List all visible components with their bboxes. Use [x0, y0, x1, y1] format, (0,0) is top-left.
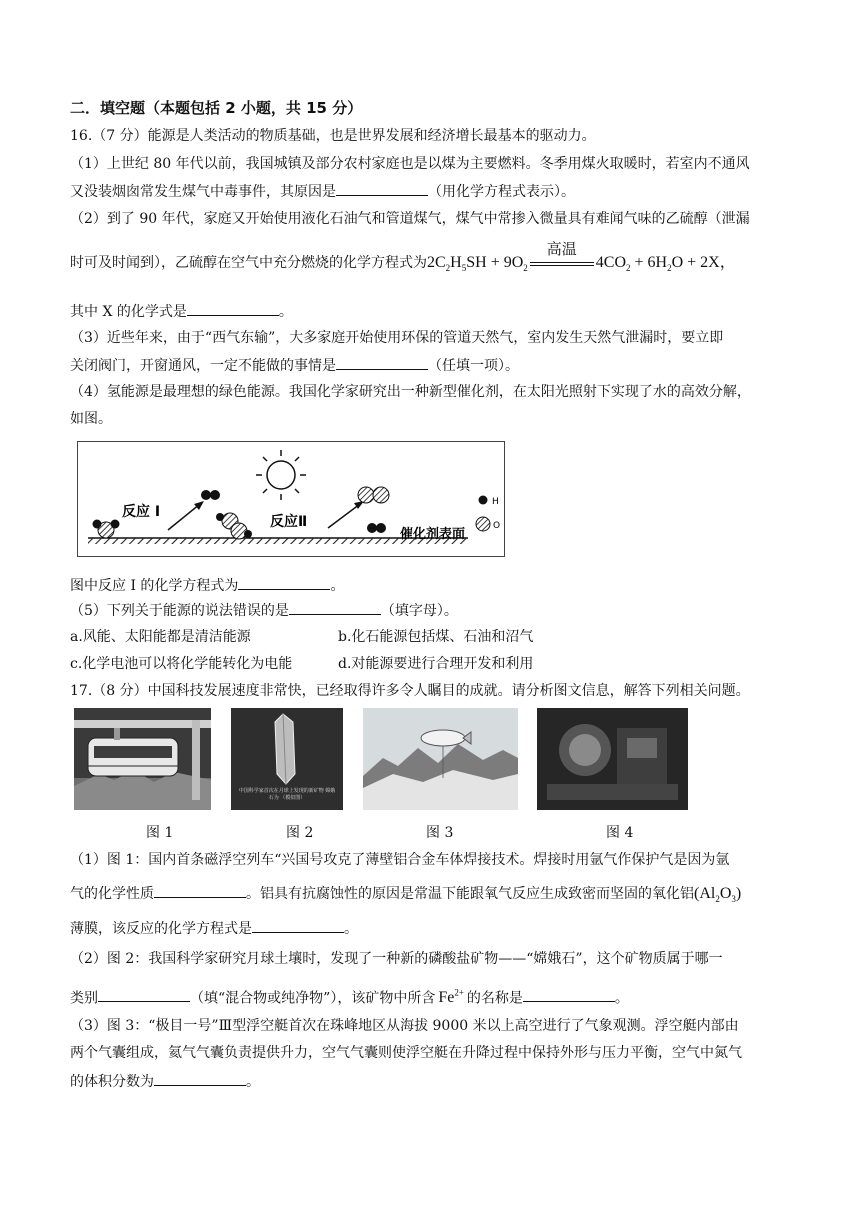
q17-p2-line1: （2）图 2：我国科学家研究月球土壤时，发现了一种新的磷酸盐矿物——“嫦娥石”，这个矿物质属于哪一 — [70, 951, 723, 967]
q16-p4-line1: （4）氢能源是最理想的绿色能源。我国化学家研究出一种新型催化剂，在太阳光照射下实现了水的高效分解， — [70, 384, 751, 400]
option-d: d.对能源要进行合理开发和利用 — [338, 656, 534, 672]
q17-p1-line1: （1）图 1：国内首条磁浮空列车“兴国号攻克了薄壁铝合金车体焊接技术。焊接时用氩气作保护气是因为氩 — [70, 852, 730, 868]
reaction2-label: 反应Ⅱ — [270, 514, 308, 530]
equation-right: $4CO_2 + 6H_2O + 2X$， — [595, 254, 736, 274]
hydrogen-molecule-icon — [201, 490, 220, 500]
sun-icon — [256, 450, 306, 500]
text: 的体积分数为 — [70, 1074, 154, 1090]
legend-o-icon — [476, 517, 490, 531]
arrow-icon — [328, 501, 364, 528]
q16-p3-line1: （3）近些年来，由于“西气东输”，大多家庭开始使用环保的管道天然气，室内发生天然气泄漏时，要立即 — [70, 330, 724, 346]
answer-blank[interactable] — [336, 181, 428, 196]
text: （用化学方程式表示）。 — [428, 184, 575, 200]
text: （填字母）。 — [380, 603, 458, 619]
q17-p2-line2 — [70, 983, 790, 1008]
q16-p1-line1: （1）上世纪 80 年代以前，我国城镇及部分农村家庭也是以煤为主要燃料。冬季用煤火取暖时，若室内不通风 — [70, 156, 750, 172]
text: 薄膜，该反应的化学方程式是 — [70, 921, 252, 937]
catalyst-label: 催化剂表面 — [400, 527, 466, 542]
text: 的名称是 — [466, 990, 523, 1007]
text: 。 — [246, 1074, 260, 1090]
text: 。 — [330, 578, 345, 594]
answer-blank[interactable] — [252, 918, 344, 933]
alumina-formula: $(Al_2O_3)$ — [694, 885, 742, 905]
fig2-caption: 中国科学家首次在月球上发现的新矿物 嫦娥石为 （模拟图） — [238, 788, 336, 801]
fig2-crystal-photo — [231, 708, 343, 810]
answer-blank[interactable] — [154, 883, 246, 898]
oxygen-molecule-icon — [358, 487, 389, 503]
condition-label: 高温 — [546, 240, 577, 258]
answer-blank[interactable] — [289, 600, 381, 615]
q17-p3-line3 — [70, 1071, 790, 1092]
q17-p3-line1: （3）图 3：“极目一号”Ⅲ型浮空艇首次在珠峰地区从海拔 9000 米以上高空进行了气象观测。浮空艇内部由 — [70, 1018, 739, 1034]
legend-o-label: O — [493, 521, 501, 531]
q17-p1-line3 — [70, 918, 790, 939]
hydrogen-molecule-icon — [367, 523, 386, 533]
answer-blank[interactable] — [336, 355, 428, 370]
text: （填“混合物或纯净物”），该矿物中所含 — [190, 990, 436, 1007]
fig1-maglev-photo — [74, 708, 211, 810]
peroxide-molecule-icon — [216, 513, 252, 539]
fig3-svg — [363, 708, 518, 810]
q16-p4-line3 — [70, 575, 790, 596]
fig1-label: 图 1 — [146, 825, 174, 841]
reaction-condition — [530, 240, 594, 273]
answer-blank[interactable] — [154, 1071, 246, 1086]
q17-p1-line2 — [70, 883, 790, 909]
option-b: b.化石能源包括煤、石油和沼气 — [338, 629, 534, 645]
text: 。 — [278, 304, 293, 320]
q16-p1-line2 — [70, 181, 790, 202]
fig4-photo — [537, 708, 688, 810]
text: 又没装烟囱常发生煤气中毒事件，其原因是 — [70, 184, 336, 200]
text: 时可及时闻到），乙硫醇在空气中充分燃烧的化学方程式为 — [70, 255, 427, 271]
q16-p2-line1: （2）到了 90 年代，家庭又开始使用液化石油气和管道煤气，煤气中常掺入微量具有难闻气味的乙硫醇（泄漏 — [70, 211, 750, 227]
section-title: 二．填空题（本题包括 2 小题，共 15 分） — [70, 99, 363, 117]
text: 关闭阀门，开窗通风，一定不能做的事情是 — [70, 358, 336, 374]
q16-p2-line3 — [70, 301, 790, 322]
q16-p5-line1 — [70, 600, 790, 621]
arrow-icon — [168, 501, 204, 530]
text: 类别 — [70, 990, 98, 1007]
fig3-airship-photo — [363, 708, 518, 810]
legend-h-label: H — [492, 497, 499, 507]
q17-p3-line2: 两个气囊组成，氦气气囊负责提供升力，空气气囊则使浮空艇在升降过程中保持外形与压力平衡，空气中氮气 — [70, 1045, 742, 1061]
fig4-svg — [537, 708, 688, 810]
q17-stem: 17.（8 分）中国科技发展速度非常快，已经取得许多令人瞩目的成就。请分析图文信息，解答下列相关问题。 — [70, 683, 750, 699]
text: 。 — [614, 990, 629, 1007]
fig4-label: 图 4 — [606, 825, 634, 841]
answer-blank[interactable] — [523, 987, 615, 1002]
answer-blank[interactable] — [187, 301, 279, 316]
reaction1-label: 反应 I — [122, 504, 161, 520]
fig3-label: 图 3 — [426, 825, 454, 841]
legend-h-icon — [479, 496, 488, 505]
answer-blank[interactable] — [98, 987, 190, 1002]
q16-p4-line2: 如图。 — [70, 411, 112, 427]
text: （任填一项）。 — [428, 358, 519, 374]
q16-stem: 16.（7 分）能源是人类活动的物质基础，也是世界发展和经济增长最基本的驱动力。 — [70, 128, 596, 144]
answer-blank[interactable] — [238, 575, 330, 590]
option-c: c.化学电池可以将化学能转化为电能 — [70, 656, 293, 672]
option-a: a.风能、太阳能都是清洁能源 — [70, 629, 251, 645]
text: 气的化学性质 — [70, 886, 154, 902]
water-molecule-icon — [93, 520, 120, 539]
equation-left: $2C_2H_5SH + 9O_2$ — [427, 254, 528, 274]
text: 。铝具有抗腐蚀性的原因是常温下能跟氧气反应生成致密而坚固的氧化铝 — [246, 886, 694, 902]
diagram-svg — [78, 442, 504, 556]
fig2-label: 图 2 — [286, 825, 314, 841]
ferrous-ion: $Fe^{2+}$ — [438, 988, 464, 1007]
text: 图中反应 I 的化学方程式为 — [70, 578, 239, 594]
text: 。 — [344, 921, 358, 937]
fig1-svg — [74, 708, 211, 810]
text: 其中 X 的化学式是 — [70, 304, 187, 320]
q16-p2-line2 — [70, 240, 790, 278]
text: （5）下列关于能源的说法错误的是 — [70, 603, 289, 619]
water-splitting-diagram — [77, 441, 505, 557]
q16-p3-line2 — [70, 355, 790, 376]
